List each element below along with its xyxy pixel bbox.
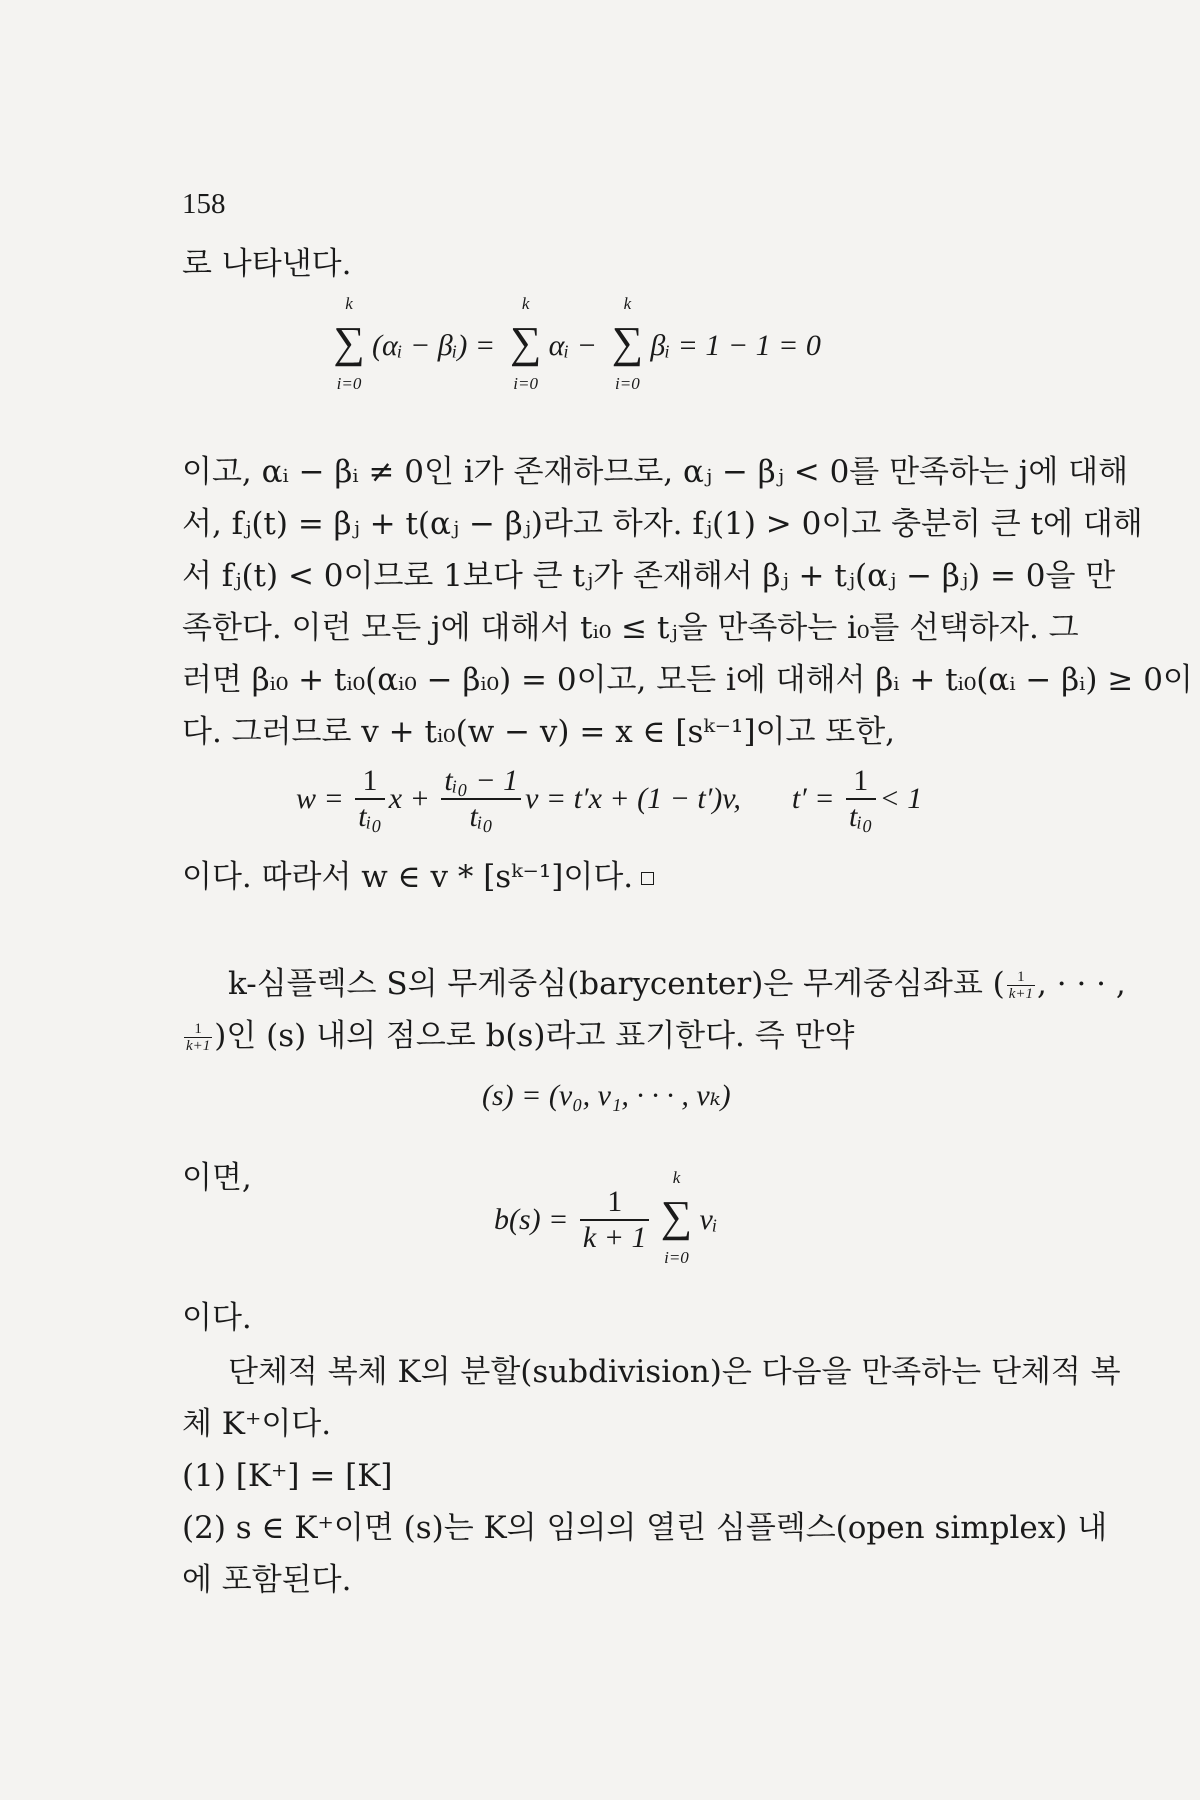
text-line: k-심플렉스 S의 무게중심(barycenter)은 무게중심좌표 ( $\frac{1}{k+1}$ , · · · , [228, 966, 1126, 1002]
text-line: 이고, αᵢ − βᵢ ≠ 0인 i가 존재하므로, αⱼ − βⱼ < 0를 만족하는 j에 대해 [182, 454, 1129, 490]
sum-symbol: k ∑ i=0 [333, 294, 365, 393]
text-line: 에 포함된다. [182, 1562, 352, 1598]
text-line: 러면 βᵢ₀ + tᵢ₀(αᵢ₀ − βᵢ₀) = 0이고, 모든 i에 대해서 βᵢ + tᵢ₀(αᵢ − βᵢ) ≥ 0이 [182, 662, 1193, 698]
list-item: (1) [K⁺] = [K] [182, 1458, 393, 1494]
sum-symbol: k ∑ i=0 [509, 294, 542, 393]
text-line: 단체적 복체 K의 분할(subdivision)은 다음을 만족하는 단체적 복 [228, 1354, 1121, 1390]
qed-square-icon [641, 872, 654, 885]
sum-symbol: k ∑ i=0 [611, 294, 644, 393]
equation-w: w = $\frac{1}{\text{tᵢ₀}}$ x + $\frac{\text{tᵢ₀ − 1}}{\text{tᵢ₀}}$ v = t′x + (1 − t′)v, t′ = $\frac{1}{\text{tᵢ₀}}$ < 1 [296, 764, 923, 833]
sum-symbol: k ∑ i=0 [660, 1168, 693, 1267]
inline-fraction: $\frac{1}{k+1}$ [186, 1021, 211, 1054]
equation-simplex: (s) = (v₀, v₁, · · · , vₖ) [482, 1079, 731, 1112]
text-line: 이다. [182, 1300, 252, 1336]
fraction: $\frac{1}{k + 1}$ [580, 1185, 650, 1255]
equation-sum-difference: k ∑ i=0 (αᵢ − βᵢ) = k ∑ i=0 αᵢ − k ∑ i=0 βᵢ = 1 − 1 = 0 [326, 296, 821, 396]
text-line: 다. 그러므로 v + tᵢ₀(w − v) = x ∈ [sᵏ⁻¹]이고 또한, [182, 714, 896, 750]
list-item: (2) s ∈ K⁺이면 (s)는 K의 임의의 열린 심플렉스(open simplex) 내 [182, 1510, 1108, 1546]
text-line: 서, fⱼ(t) = βⱼ + t(αⱼ − βⱼ)라고 하자. fⱼ(1) > 0이고 충분히 큰 t에 대해 [182, 506, 1143, 542]
text-line: 이면, [182, 1160, 252, 1196]
text-line: 로 나타낸다. [182, 246, 352, 282]
text-line: 체 K⁺이다. [182, 1406, 332, 1442]
fraction: $\frac{1}{\text{tᵢ₀}}$ [846, 764, 876, 834]
fraction: $\frac{\text{tᵢ₀ − 1}}{\text{tᵢ₀}}$ [441, 764, 521, 834]
inline-fraction: $\frac{1}{k+1}$ [1008, 969, 1034, 1002]
text-line: 족한다. 이런 모든 j에 대해서 tᵢ₀ ≤ tⱼ을 만족하는 i₀를 선택하자. 그 [182, 610, 1079, 646]
page-number: 158 [182, 188, 226, 220]
equation-barycenter: b(s) = $\frac{1}{k + 1}$ k ∑ i=0 vᵢ [494, 1170, 718, 1270]
text-line: 서 fⱼ(t) < 0이므로 1보다 큰 tⱼ가 존재해서 βⱼ + tⱼ(αⱼ − βⱼ) = 0을 만 [182, 558, 1116, 594]
fraction: $\frac{1}{\text{tᵢ₀}}$ [355, 764, 385, 834]
text-line: $\frac{1}{k+1}$ )인 (s) 내의 점으로 b(s)라고 표기한다. 즉 만약 [186, 1018, 855, 1054]
text-line: 이다. 따라서 w ∈ v * [sᵏ⁻¹]이다. [182, 857, 654, 897]
